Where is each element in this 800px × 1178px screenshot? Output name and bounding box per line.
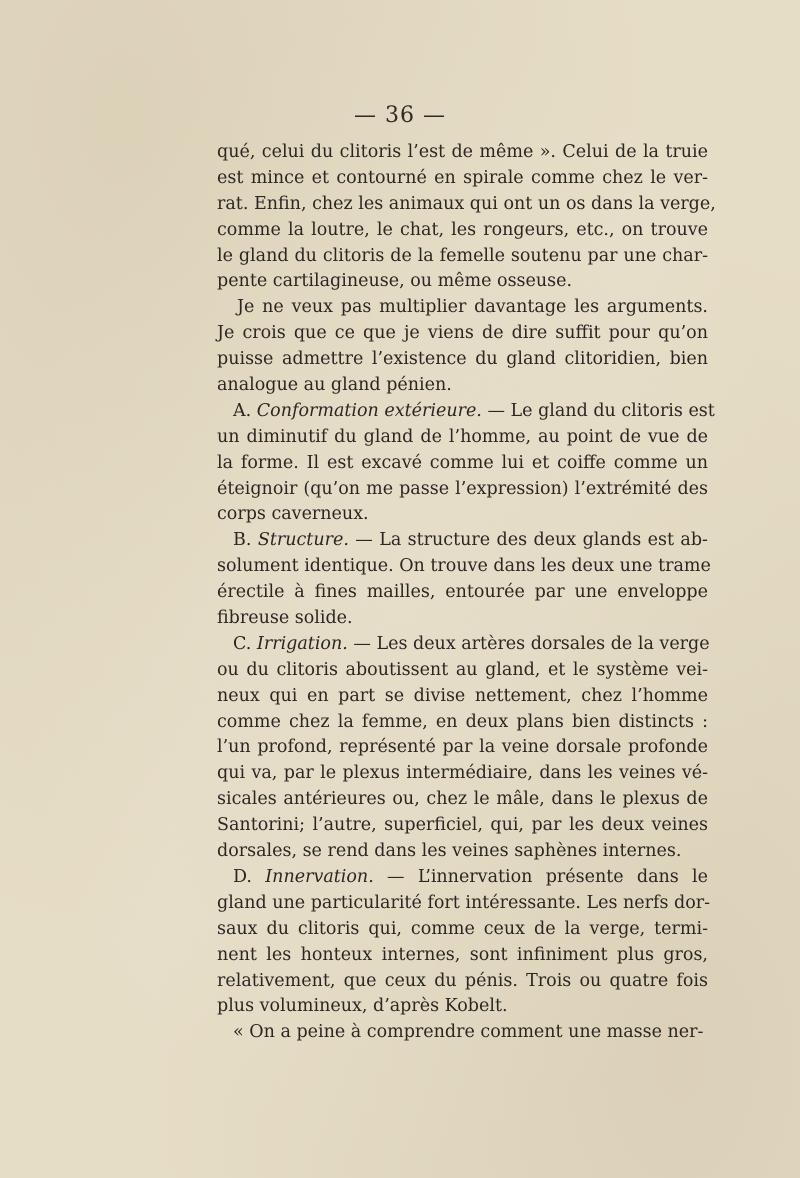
section-heading-conformation bbox=[217, 399, 715, 425]
text-fragment: La structure des deux glands est ab- bbox=[379, 530, 708, 551]
text-line: relativement, que ceux du pénis. Trois ou quatre fois bbox=[217, 970, 708, 991]
page-number: — 36 — bbox=[354, 103, 446, 128]
section-dash: — bbox=[355, 530, 373, 551]
text-line: puisse admettre l’existence du gland clitoridien, bien bbox=[217, 349, 708, 370]
text-line: Santorini; l’autre, superficiel, qui, par les deux veines bbox=[217, 815, 708, 836]
text-line: éteignoir (qu’on me passe l’expression) l’extrémité des bbox=[217, 478, 708, 499]
text-line: saux du clitoris qui, comme ceux de la verge, termi- bbox=[217, 918, 708, 939]
text-line: comme chez la femme, en deux plans bien distincts : bbox=[217, 711, 708, 732]
text-line: analogue au gland pénien. bbox=[217, 375, 452, 396]
text-line: neux qui en part se divise nettement, chez l’homme bbox=[217, 685, 708, 706]
text-fragment: Les deux artères dorsales de la verge bbox=[376, 633, 710, 654]
text-line: le gland du clitoris de la femelle soutenu par une char- bbox=[217, 245, 708, 266]
section-letter: C. bbox=[233, 633, 252, 654]
text-line: solument identique. On trouve dans les deux une trame bbox=[217, 556, 711, 577]
text-line: ou du clitoris aboutissent au gland, et le système vei- bbox=[217, 659, 708, 680]
text-line: un diminutif du gland de l’homme, au point de vue de bbox=[217, 426, 708, 447]
text-line: gland une particularité fort intéressante. Les nerfs dor- bbox=[217, 892, 711, 913]
section-heading-innervation bbox=[217, 865, 708, 891]
text-line: la forme. Il est excavé comme lui et coiffe comme un bbox=[217, 452, 708, 473]
text-line: qui va, par le plexus intermédiaire, dans les veines vé- bbox=[217, 763, 708, 784]
section-dash: — bbox=[353, 633, 371, 654]
section-dash: — bbox=[387, 866, 405, 887]
section-letter: B. bbox=[233, 530, 252, 551]
text-line: sicales antérieures ou, chez le mâle, dans le plexus de bbox=[217, 789, 708, 810]
section-dash: — bbox=[487, 400, 505, 421]
text-line: corps caverneux. bbox=[217, 504, 369, 525]
text-line: « On a peine à comprendre comment une masse ner- bbox=[233, 1022, 704, 1043]
text-line: qué, celui du clitoris l’est de même ». Celui de la truie bbox=[217, 142, 708, 162]
text-line: comme la loutre, le chat, les rongeurs, etc., on trouve bbox=[217, 219, 708, 240]
section-letter: D. bbox=[233, 866, 252, 887]
text-line: plus volumineux, d’après Kobelt. bbox=[217, 996, 508, 1017]
section-letter: A. bbox=[233, 400, 252, 421]
text-fragment: Le gland du clitoris est bbox=[510, 400, 715, 421]
section-title: Irrigation. bbox=[256, 633, 348, 654]
text-line: fibreuse solide. bbox=[217, 608, 353, 629]
text-line: Je crois que ce que je viens de dire suffit pour qu’on bbox=[217, 323, 708, 344]
body-text bbox=[217, 140, 716, 1046]
text-line: rat. Enfin, chez les animaux qui ont un os dans la verge, bbox=[217, 193, 716, 214]
text-line: pente cartilagineuse, ou même osseuse. bbox=[217, 271, 573, 292]
section-title: Conformation extérieure. bbox=[256, 400, 482, 421]
text-line: érectile à fines mailles, entourée par une enveloppe bbox=[217, 582, 708, 603]
text-line: est mince et contourné en spirale comme chez le ver- bbox=[217, 167, 708, 188]
section-heading-structure bbox=[217, 528, 708, 554]
section-title: Structure. bbox=[257, 530, 349, 551]
section-title: Innervation. bbox=[265, 866, 374, 887]
text-line: dorsales, se rend dans les veines saphènes internes. bbox=[217, 841, 682, 862]
text-line: nent les honteux internes, sont infiniment plus gros, bbox=[217, 944, 708, 965]
section-heading-irrigation bbox=[217, 632, 708, 658]
text-fragment: L’innervation présente dans le bbox=[417, 866, 708, 887]
text-line: l’un profond, représenté par la veine dorsale profonde bbox=[217, 737, 708, 758]
text-line: Je ne veux pas multiplier davantage les arguments. bbox=[237, 297, 708, 318]
